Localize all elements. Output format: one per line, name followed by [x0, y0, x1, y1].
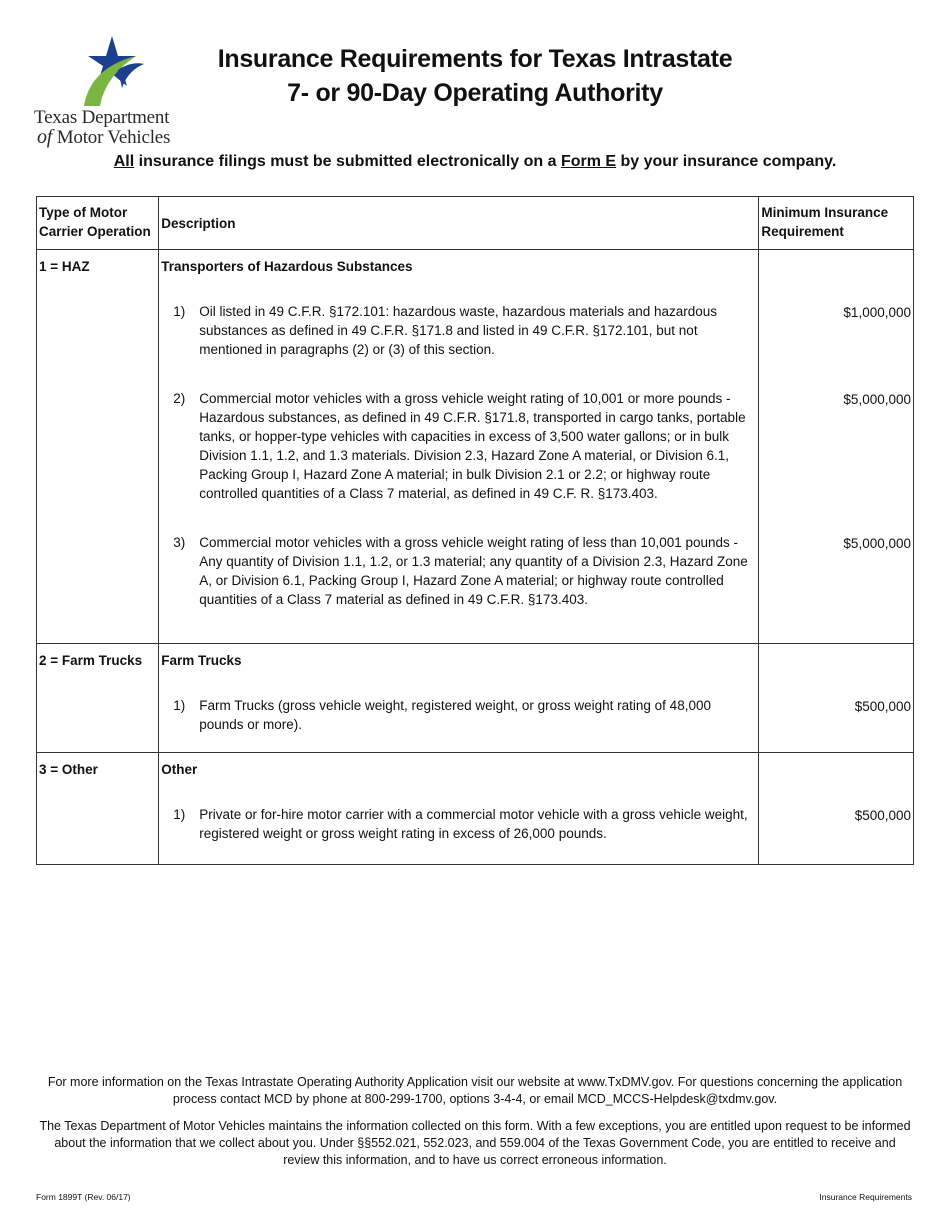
- header-minimum: Minimum Insurance Requirement: [759, 197, 914, 250]
- requirement-item: [173, 302, 756, 359]
- title-line-2: 7- or 90-Day Operating Authority: [287, 79, 663, 107]
- item-number: 3): [173, 535, 186, 550]
- requirement-item: [173, 805, 756, 843]
- minimum-amount: $500,000: [854, 807, 911, 823]
- category-title: Farm Trucks: [161, 653, 242, 668]
- requirement-item: [173, 696, 756, 734]
- page-title: [195, 42, 755, 110]
- page-label: Insurance Requirements: [819, 1192, 912, 1202]
- header-type: Type of Motor Carrier Operation: [37, 197, 159, 250]
- requirement-item: [173, 389, 756, 503]
- item-number: 2): [173, 391, 186, 406]
- item-text: Commercial motor vehicles with a gross vehicle weight rating of less than 10,001 pounds - Any quantity of Division 1.1, 1.2, or 1.3 material; any quantity of a Division 2.3, Hazard Zone A, or Division 6.1, Packing Group I, Hazard Zone A material; or highway route controlled quantities of a Class 7 material as defined in 49 C.F.R. §173.403.: [199, 535, 748, 607]
- form-number: Form 1899T (Rev. 06/17): [36, 1192, 131, 1202]
- table-row: [37, 644, 914, 753]
- minimum-amount: $5,000,000: [843, 535, 911, 551]
- star-logo-icon: [74, 34, 154, 110]
- item-number: 1): [173, 304, 186, 319]
- minimum-amount: $500,000: [854, 698, 911, 714]
- description-cell: [159, 250, 759, 644]
- item-number: 1): [173, 807, 186, 822]
- txdmv-logo: [34, 34, 194, 150]
- footer-privacy-notice: The Texas Department of Motor Vehicles maintains the information collected on this form. With a few exceptions, you are entitled upon request to be informed about the information that we collect about you. Under §§552.021, 552.023, and 559.004 of the Texas Government Code, you are entitled to receive and review this information, and to have us correct erroneous information.: [39, 1119, 911, 1167]
- operation-code: 1 = HAZ: [37, 250, 159, 644]
- category-title: Transporters of Hazardous Substances: [161, 259, 413, 274]
- minimum-cell: [759, 753, 914, 865]
- table-row: [37, 250, 914, 644]
- insurance-requirements-table: [36, 196, 914, 865]
- item-text: Private or for-hire motor carrier with a commercial motor vehicle with a gross vehicle weight, registered weight or gross weight rating in excess of 26,000 pounds.: [199, 807, 748, 841]
- item-number: 1): [173, 698, 186, 713]
- requirement-item: [173, 533, 756, 609]
- filing-notice: All insurance filings must be submitted electronically on a Form E by your insurance company.: [113, 153, 837, 170]
- minimum-amount: $1,000,000: [843, 304, 911, 320]
- logo-text-line2: of Motor Vehicles: [37, 126, 171, 148]
- minimum-amount: $5,000,000: [843, 391, 911, 407]
- table-row: [37, 753, 914, 865]
- minimum-cell: [759, 250, 914, 644]
- item-text: Commercial motor vehicles with a gross vehicle weight rating of 10,001 or more pounds - Hazardous substances, as defined in 49 C.F.R. §171.8, transported in cargo tanks, portable tanks, or hopper-type vehicles with capacities in excess of 3,500 water gallons; or in bulk Division 1.1, 1.2, and 1.3 materials. Division 2.3, Hazard Zone A material, or Division 6.1, Packing Group I, Hazard Zone A material; in bulk Division 2.1 or 2.2; or highway route controlled quantities of a Class 7 material, as defined in 49 C.F. R. §173.403.: [199, 391, 746, 501]
- table-header-row: [37, 197, 914, 250]
- operation-code: 2 = Farm Trucks: [37, 644, 159, 753]
- header-description: Description: [159, 197, 759, 250]
- item-text: Oil listed in 49 C.F.R. §172.101: hazardous waste, hazardous materials and hazardous substances as defined in 49 C.F.R. §171.8 and listed in 49 C.F.R. §172.101, but not mentioned in paragraphs (2) or (3) of this section.: [199, 304, 718, 357]
- item-text: Farm Trucks (gross vehicle weight, registered weight, or gross weight rating of 48,000 pounds or more).: [199, 698, 711, 732]
- footer-contact-info: For more information on the Texas Intrastate Operating Authority Application visit our website at www.TxDMV.gov. For questions concerning the application process contact MCD by phone at 800-299-1700, options 3-4-4, or email MCD_MCCS-Helpdesk@txdmv.gov.: [47, 1075, 903, 1106]
- logo-text-line1: Texas Department: [34, 107, 170, 128]
- minimum-cell: [759, 644, 914, 753]
- description-cell: [159, 644, 759, 753]
- title-line-1: Insurance Requirements for Texas Intrastate: [217, 45, 733, 73]
- operation-code: 3 = Other: [37, 753, 159, 865]
- category-title: Other: [161, 762, 198, 777]
- description-cell: [159, 753, 759, 865]
